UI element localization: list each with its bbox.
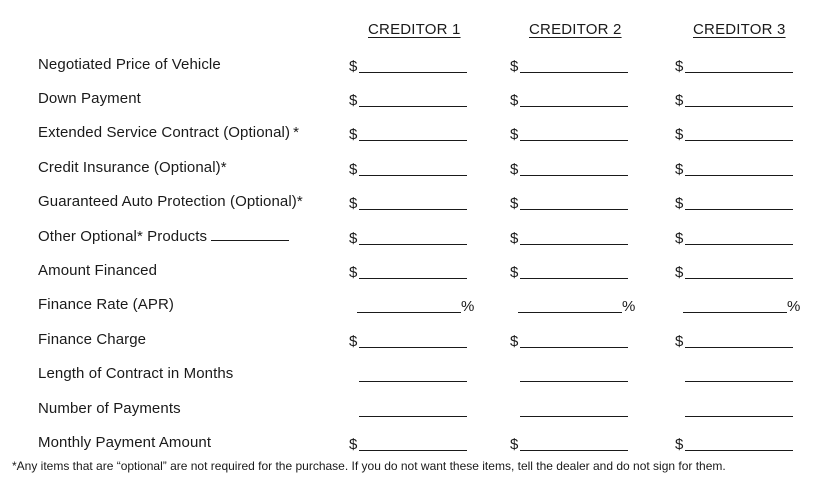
blank-line[interactable] (359, 347, 467, 348)
blank-line[interactable] (520, 381, 628, 382)
blank-line[interactable] (359, 450, 467, 451)
blank-line[interactable] (520, 140, 628, 141)
blank-line[interactable] (685, 244, 793, 245)
creditor-2-field[interactable] (510, 90, 635, 110)
percent-sign: % (787, 298, 801, 315)
row-label (38, 400, 181, 417)
dollar-sign: $ (510, 230, 519, 247)
header-creditor-1: CREDITOR 1 (368, 21, 461, 38)
dollar-sign: $ (675, 161, 684, 178)
dollar-sign: $ (510, 58, 519, 75)
blank-line[interactable] (685, 209, 793, 210)
creditor-2-field[interactable] (510, 193, 635, 213)
creditor-2-field[interactable] (510, 296, 635, 316)
creditor-2-field[interactable] (510, 434, 635, 454)
blank-line[interactable] (685, 450, 793, 451)
blank-line[interactable] (359, 140, 467, 141)
row-label (38, 228, 289, 245)
header-creditor-2: CREDITOR 2 (529, 21, 622, 38)
row-label-text: Other Optional* Products (38, 228, 208, 245)
blank-line[interactable] (685, 175, 793, 176)
dollar-sign: $ (675, 92, 684, 109)
creditor-1-field[interactable] (349, 159, 474, 179)
blank-line[interactable] (685, 278, 793, 279)
blank-line[interactable] (359, 278, 467, 279)
creditor-1-field[interactable] (349, 124, 474, 144)
creditor-1-field[interactable] (349, 56, 474, 76)
creditor-1-field[interactable] (349, 90, 474, 110)
dollar-sign: $ (349, 92, 358, 109)
creditor-3-field[interactable] (675, 90, 800, 110)
creditor-3-field[interactable] (675, 193, 800, 213)
dollar-sign: $ (510, 333, 519, 350)
creditor-2-field[interactable] (510, 159, 635, 179)
dollar-sign: $ (510, 195, 519, 212)
dollar-sign: $ (675, 264, 684, 281)
dollar-sign: $ (349, 264, 358, 281)
row-label-text: Finance Rate (APR) (38, 296, 175, 313)
row-label (38, 365, 233, 382)
creditor-1-field[interactable] (349, 296, 474, 316)
row-label (38, 124, 299, 141)
creditor-1-field[interactable] (349, 228, 474, 248)
dollar-sign: $ (675, 195, 684, 212)
dollar-sign: $ (510, 264, 519, 281)
creditor-3-field[interactable] (675, 331, 800, 351)
blank-line[interactable] (683, 312, 787, 313)
header-creditor-3: CREDITOR 3 (693, 21, 786, 38)
creditor-1-field[interactable] (349, 434, 474, 454)
row-label-text: Finance Charge (38, 331, 147, 348)
creditor-2-field[interactable] (510, 124, 635, 144)
dollar-sign: $ (510, 126, 519, 143)
blank-line[interactable] (359, 72, 467, 73)
row-label-text: Negotiated Price of Vehicle (38, 56, 221, 73)
row-label (38, 159, 227, 176)
creditor-2-field[interactable] (510, 262, 635, 282)
row-label-text: Extended Service Contract (Optional) * (38, 124, 300, 141)
blank-line[interactable] (359, 416, 467, 417)
row-label-text: Monthly Payment Amount (38, 434, 212, 451)
creditor-2-field[interactable] (510, 400, 635, 420)
blank-line[interactable] (520, 72, 628, 73)
creditor-2-field[interactable] (510, 365, 635, 385)
dollar-sign: $ (349, 436, 358, 453)
blank-line[interactable] (685, 347, 793, 348)
blank-line[interactable] (359, 175, 467, 176)
blank-line[interactable] (520, 244, 628, 245)
percent-sign: % (622, 298, 636, 315)
blank-line[interactable] (520, 347, 628, 348)
row-label (38, 90, 141, 107)
creditor-2-field[interactable] (510, 228, 635, 248)
dollar-sign: $ (675, 333, 684, 350)
blank-line[interactable] (685, 381, 793, 382)
creditor-2-field[interactable] (510, 331, 635, 351)
dollar-sign: $ (349, 195, 358, 212)
blank-line[interactable] (357, 312, 461, 313)
blank-line[interactable] (520, 278, 628, 279)
creditor-3-field[interactable] (675, 434, 800, 454)
row-label-text: Guaranteed Auto Protection (Optional)* (38, 193, 303, 210)
row-label (38, 434, 211, 451)
dollar-sign: $ (349, 161, 358, 178)
creditor-3-field[interactable] (675, 56, 800, 76)
row-label-text: Down Payment (38, 90, 141, 107)
dollar-sign: $ (349, 333, 358, 350)
blank-line[interactable] (685, 106, 793, 107)
row-label-text: Amount Financed (38, 262, 158, 279)
blank-line[interactable] (520, 450, 628, 451)
dollar-sign: $ (510, 92, 519, 109)
creditor-3-field[interactable] (675, 365, 800, 385)
creditor-3-field[interactable] (675, 400, 800, 420)
row-label-text: Length of Contract in Months (38, 365, 234, 382)
blank-line[interactable] (359, 244, 467, 245)
creditor-1-field[interactable] (349, 262, 474, 282)
dollar-sign: $ (675, 436, 684, 453)
dollar-sign: $ (675, 58, 684, 75)
blank-line[interactable] (685, 72, 793, 73)
blank-line[interactable] (520, 106, 628, 107)
blank-line[interactable] (685, 416, 793, 417)
percent-sign: % (461, 298, 475, 315)
dollar-sign: $ (510, 436, 519, 453)
other-products-blank[interactable] (211, 228, 289, 241)
creditor-3-field[interactable] (675, 262, 800, 282)
blank-line[interactable] (685, 140, 793, 141)
blank-line[interactable] (359, 381, 467, 382)
dollar-sign: $ (510, 161, 519, 178)
blank-line[interactable] (359, 106, 467, 107)
creditor-3-field[interactable] (675, 296, 800, 316)
creditor-3-field[interactable] (675, 159, 800, 179)
row-label-text: Number of Payments (38, 400, 181, 417)
dollar-sign: $ (675, 230, 684, 247)
row-label (38, 296, 174, 313)
blank-line[interactable] (520, 416, 628, 417)
creditor-3-field[interactable] (675, 124, 800, 144)
row-label-text: Credit Insurance (Optional)* (38, 159, 227, 176)
row-label (38, 262, 157, 279)
dollar-sign: $ (675, 126, 684, 143)
creditor-1-field[interactable] (349, 365, 474, 385)
creditor-1-field[interactable] (349, 331, 474, 351)
creditor-3-field[interactable] (675, 228, 800, 248)
footnote: *Any items that are “optional” are not required for the purchase. If you do not want these items, tell the dealer and do not sign for them. (12, 459, 726, 473)
blank-line[interactable] (520, 209, 628, 210)
dollar-sign: $ (349, 230, 358, 247)
blank-line[interactable] (518, 312, 622, 313)
blank-line[interactable] (359, 209, 467, 210)
blank-line[interactable] (520, 175, 628, 176)
row-label (38, 193, 303, 210)
row-label (38, 331, 146, 348)
row-label (38, 56, 221, 73)
dollar-sign: $ (349, 58, 358, 75)
creditor-1-field[interactable] (349, 400, 474, 420)
creditor-2-field[interactable] (510, 56, 635, 76)
dollar-sign: $ (349, 126, 358, 143)
creditor-1-field[interactable] (349, 193, 474, 213)
